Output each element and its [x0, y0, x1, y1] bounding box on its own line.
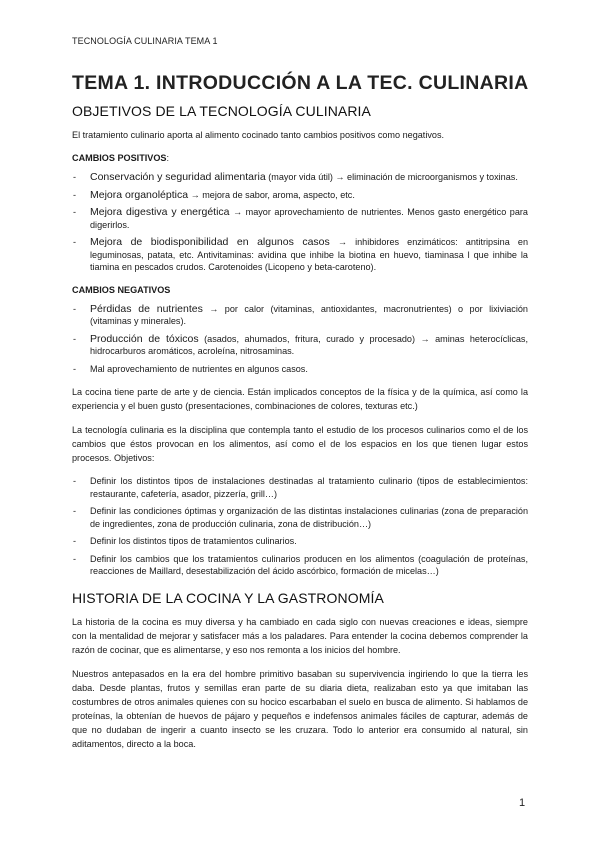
page-number: 1 [519, 797, 526, 809]
section-heading-historia: HISTORIA DE LA COCINA Y LA GASTRONOMÍA [72, 589, 384, 606]
arte-ciencia-paragraph: La cocina tiene parte de arte y de ciencia. Están implicados conceptos de la física y de la química, así como la experiencia y el buen gusto (presentaciones, combinaciones de colores, texturas etc.) [72, 387, 528, 411]
list-item [72, 333, 528, 358]
list-item-text: (asados, ahumados, fritura, curado y procesado) → aminas heterocíclicas, hidrocarburos aromáticos, acroleína, nitrosaminas. [90, 333, 528, 356]
list-item: - Definir los distintos tipos de instalaciones destinadas al tratamiento culinario (tipos de establecimientos: restaurante, cafetería, asador, pizzería, grill…) [72, 475, 528, 500]
document-title: TEMA 1. INTRODUCCIÓN A LA TEC. CULINARIA [72, 72, 529, 94]
list-item-lead: Conservación y seguridad alimentaria [90, 171, 266, 183]
list-item: - Definir los distintos tipos de tratamientos culinarios. [72, 535, 528, 548]
tecnologia-paragraph: La tecnología culinaria es la disciplina que contempla tanto el estudio de los procesos culinarios como el de los cambios que éstos provocan en los alimentos, así como el de los espacios en los que tienen lugar estos procesos. Objetivos: [72, 425, 528, 463]
list-item-lead: Producción de tóxicos [90, 332, 199, 345]
page-content [72, 72, 528, 761]
list-item-text: → inhibidores enzimáticos: antitripsina en leguminosas, patata, etc. Antivitaminas: avidina que inhibe la biotina en huevo, tiaminasa l que inhibe la tiamina en pescados crudos. Carotenoides (Licopeno y beta-caroteno). [90, 237, 528, 272]
positivos-list [72, 171, 528, 274]
list-item-text: → por calor (vitaminas, antioxidantes, macronutrientes) o por lixiviación (vitaminas y minerales). [90, 303, 528, 326]
list-item-text: → mejora de sabor, aroma, aspecto, etc. [188, 189, 355, 200]
historia-paragraph: Nuestros antepasados en la era del hombre primitivo basaban su supervivencia ingiriendo lo que la tierra les daba. Desde plantas, frutos y semillas eran parte de su diaria dieta, realizaban esto ya que imitaban las costumbres de otros animales quienes con su hocico escarbaban el suelo en busca de alimento. Si hablamos de proteínas, la obtenían de huevos de pájaro y pequeños e indefensos animales fáciles de capturar, además de que no dudaban de ingerir a cuanto insecto se les cruzara. Todo lo anterior era consumido al natural, sin aditamentos, directo a la boca. [72, 668, 528, 749]
negativos-heading: CAMBIOS NEGATIVOS [72, 284, 171, 295]
section-heading-objetivos: OBJETIVOS DE LA TECNOLOGÍA CULINARIA [72, 103, 371, 119]
list-item-lead: Pérdidas de nutrientes [90, 302, 203, 315]
positivos-colon: : [166, 153, 170, 163]
list-item [72, 303, 528, 328]
list-item-text: → mayor aprovechamiento de nutrientes. Menos gasto energético para digerirlos. [90, 207, 528, 230]
list-item [72, 363, 528, 376]
list-item-lead: Mejora de biodisponibilidad en algunos casos [90, 236, 330, 248]
list-item-lead: Mejora digestiva y energética [90, 206, 230, 218]
running-header: TECNOLOGÍA CULINARIA TEMA 1 [72, 36, 218, 46]
positivos-label: CAMBIOS POSITIVOS [72, 153, 167, 163]
list-item: - Definir las condiciones óptimas y organización de las distintas instalaciones culinarias (zona de preparación de ingredientes, zona de producción culinaria, zona de distribución…) [72, 505, 528, 530]
list-item [72, 189, 528, 202]
intro-paragraph: El tratamiento culinario aporta al alimento cocinado tanto cambios positivos como negativos. [72, 130, 445, 140]
list-item [72, 206, 528, 231]
list-item [72, 236, 528, 274]
list-item [72, 171, 528, 184]
negativos-list [72, 303, 528, 376]
list-item-lead: Mejora organoléptica [90, 188, 189, 201]
list-item: - Definir los cambios que los tratamientos culinarios producen en los alimentos (coagulación de proteínas, reacciones de Maillard, desestabilización del ácido ascórbico, formación de micelas…) [72, 553, 528, 578]
objetivos-list [72, 475, 528, 578]
list-item-text: Mal aprovechamiento de nutrientes en algunos casos. [90, 363, 308, 374]
positivos-heading [72, 152, 528, 164]
historia-paragraph: La historia de la cocina es muy diversa y ha cambiado en cada siglo con nuevas creaciones e ideas, siempre con la mentalidad de mejorar y satisfacer más a los paladares. Para entender la cocina debemos comprender la razón de cocinar, que es alimentarse, y eso nos remonta a los inicios del hombre. [72, 616, 528, 655]
list-item-text: (mayor vida útil) → eliminación de microorganismos y toxinas. [265, 172, 518, 182]
